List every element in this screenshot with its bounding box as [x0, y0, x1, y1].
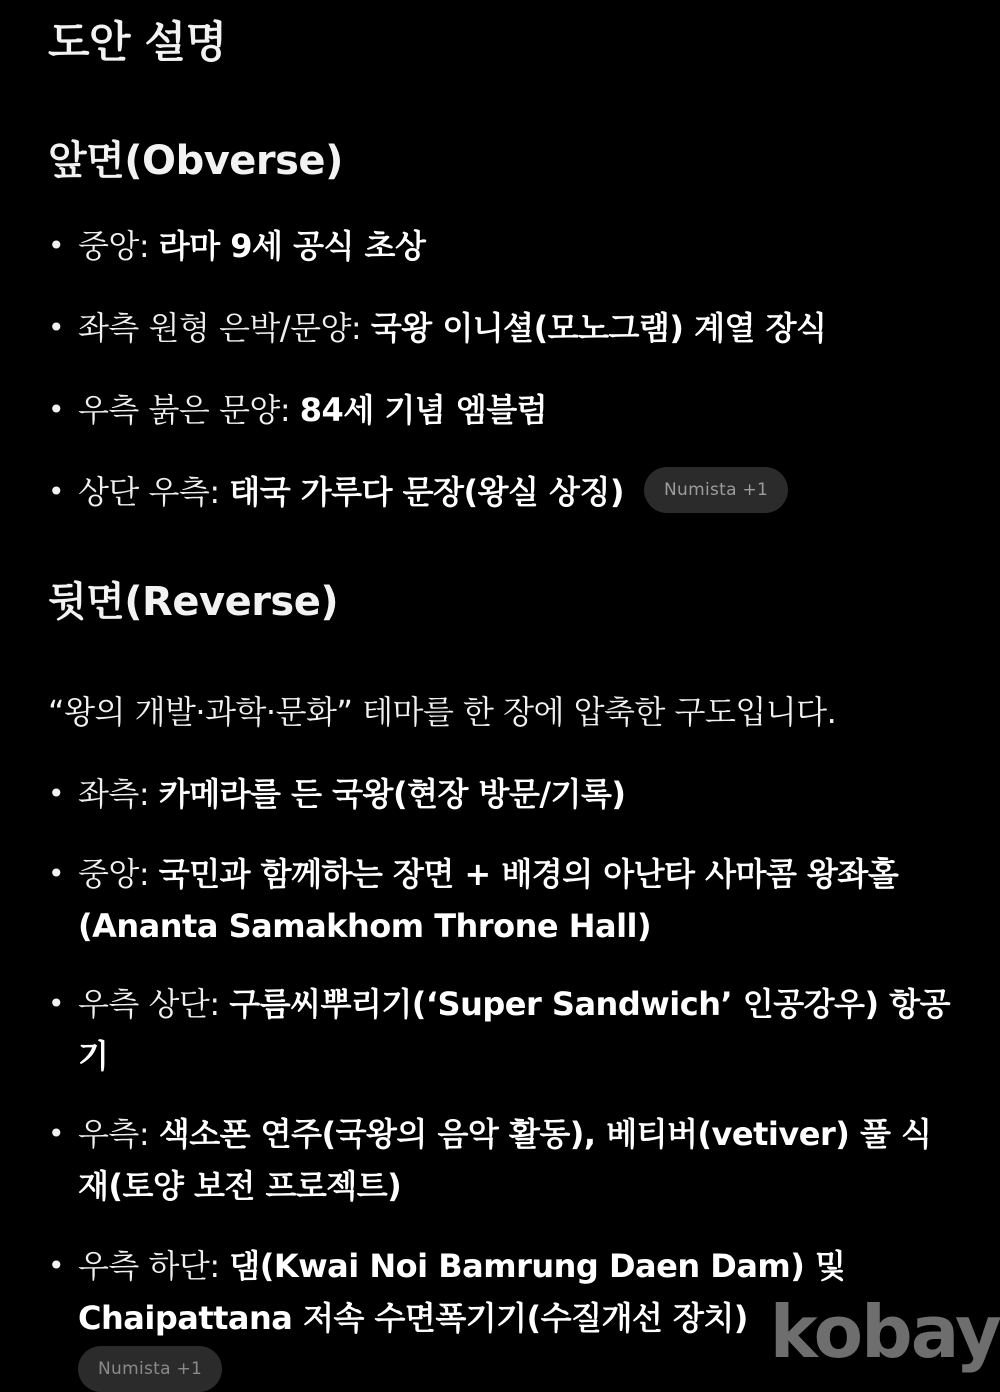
- bullet-dot: •: [48, 987, 65, 1020]
- list-item-reverse-right: [48, 1108, 958, 1212]
- item-value: 국왕 이니셜(모노그램) 계열 장식: [370, 309, 827, 347]
- item-label: 중앙:: [78, 855, 159, 893]
- bullet-dot: •: [48, 857, 65, 890]
- item-value: 국민과 함께하는 장면 + 배경의 아난타 사마콤 왕좌홀(Ananta Samakhom Throne Hall): [78, 855, 899, 945]
- item-label: 우측 붉은 문양:: [78, 391, 300, 429]
- item-value: 구름씨뿌리기(‘Super Sandwich’ 인공강우) 항공기: [78, 985, 951, 1075]
- item-label: 우측 하단:: [78, 1247, 230, 1285]
- list-item-obverse-top-right: [48, 466, 958, 518]
- list-item-obverse-center: [48, 220, 958, 272]
- list-item-reverse-top-right: [48, 978, 958, 1082]
- bullet-dot: •: [48, 1249, 65, 1282]
- bullet-dot: •: [48, 311, 65, 344]
- reverse-intro-text: “왕의 개발·과학·문화” 테마를 한 장에 압축한 구도입니다.: [48, 693, 837, 731]
- bullet-dot: •: [48, 393, 65, 426]
- obverse-section-title: 앞면(Obverse): [48, 138, 343, 184]
- item-label: 중앙:: [78, 227, 159, 265]
- item-label: 좌측 원형 은박/문양:: [78, 309, 371, 347]
- bullet-dot: •: [48, 229, 65, 262]
- list-item-reverse-left: [48, 768, 958, 820]
- item-value: 색소폰 연주(국왕의 음악 활동), 베티버(vetiver) 풀 식재(토양 보전 프로젝트): [78, 1115, 932, 1205]
- item-value: 84세 기념 엠블럼: [299, 391, 548, 429]
- item-value: 태국 가루다 문장(왕실 상징): [229, 473, 624, 511]
- reverse-section-title: 뒷면(Reverse): [48, 579, 339, 625]
- source-chip-numista-bottom[interactable]: Numista +1: [78, 1346, 222, 1392]
- page-title: 도안 설명: [48, 18, 227, 68]
- item-label: 우측:: [78, 1115, 159, 1153]
- list-item-obverse-right: [48, 384, 958, 436]
- item-label: 상단 우측:: [78, 473, 230, 511]
- item-label: 우측 상단:: [78, 985, 230, 1023]
- item-value: 댐(Kwai Noi Bamrung Daen Dam) 및 Chaipattana 저속 수면폭기기(수질개선 장치): [78, 1247, 846, 1337]
- list-item-obverse-left: [48, 302, 958, 354]
- item-value: 라마 9세 공식 초상: [158, 227, 426, 265]
- item-label: 좌측:: [78, 775, 159, 813]
- bullet-dot: •: [48, 777, 65, 810]
- list-item-reverse-center: [48, 848, 958, 952]
- kobay-watermark: kobay: [769, 1290, 1000, 1374]
- bullet-dot: •: [48, 1117, 65, 1150]
- item-value: 카메라를 든 국왕(현장 방문/기록): [158, 775, 626, 813]
- bullet-dot: •: [48, 475, 65, 508]
- source-chip-numista[interactable]: Numista +1: [644, 467, 788, 513]
